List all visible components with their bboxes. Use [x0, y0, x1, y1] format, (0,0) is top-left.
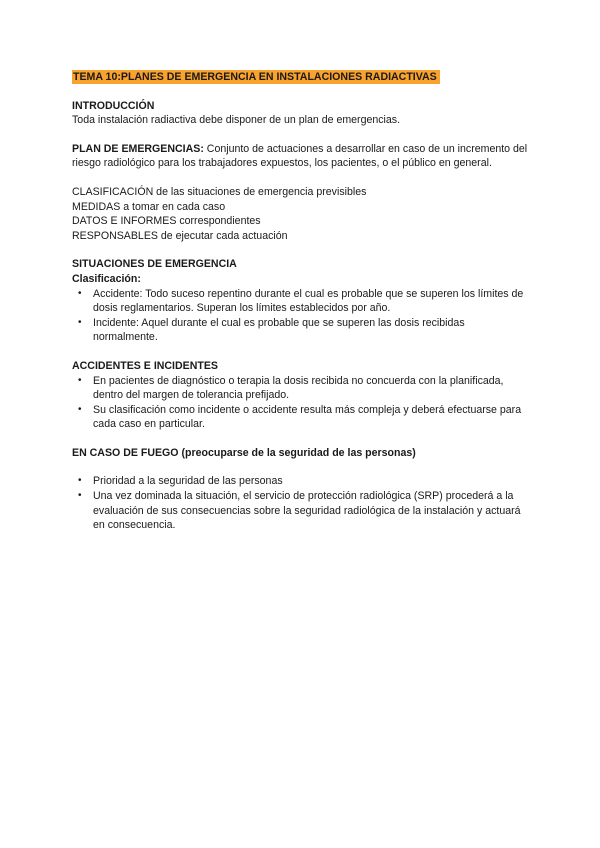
plan-item: CLASIFICACIÓN de las situaciones de emergencia previsibles	[72, 185, 367, 198]
plan-paragraph	[72, 142, 532, 171]
situaciones-list	[72, 287, 532, 345]
document-title: TEMA 10:PLANES DE EMERGENCIA EN INSTALACIONES RADIACTIVAS	[72, 70, 440, 84]
plan-label: PLAN DE EMERGENCIAS:	[72, 142, 204, 155]
list-item: • Su clasificación como incidente o accidente resulta más compleja y deberá efectuarse para cada caso en particular.	[72, 403, 532, 432]
intro-text: Toda instalación radiactiva debe disponer de un plan de emergencias.	[72, 114, 401, 127]
plan-text: Conjunto de actuaciones a desarrollar en caso de un incremento del riesgo radiológico para los trabajadores expuestos, los pacientes, o el público en general.	[72, 142, 528, 170]
document-page	[72, 70, 532, 533]
list-item: • Accidente: Todo suceso repentino durante el cual es probable que se superen los límites de dosis reglamentarios. Superan los límites establecidos por año.	[72, 287, 532, 316]
intro-heading: INTRODUCCIÓN	[72, 99, 155, 112]
fuego-list	[72, 474, 532, 532]
plan-item: DATOS E INFORMES correspondientes	[72, 215, 261, 228]
list-item: • Prioridad a la seguridad de las personas	[72, 474, 532, 489]
accidentes-heading: ACCIDENTES E INCIDENTES	[72, 359, 218, 372]
plan-item: RESPONSABLES de ejecutar cada actuación	[72, 229, 288, 242]
plan-item: MEDIDAS a tomar en cada caso	[72, 200, 226, 213]
situaciones-heading: SITUACIONES DE EMERGENCIA	[72, 258, 237, 271]
fuego-heading: EN CASO DE FUEGO (preocuparse de la seguridad de las personas)	[72, 446, 416, 459]
accidentes-list	[72, 374, 532, 432]
list-item: • Una vez dominada la situación, el servicio de protección radiológica (SRP) procederá a la evaluación de sus consecuencias sobre la seguridad radiológica de la instalación y actuará en consecuencia.	[72, 489, 532, 533]
list-item: • Incidente: Aquel durante el cual es probable que se superen las dosis recibidas normalmente.	[72, 316, 532, 345]
situaciones-subheading: Clasificación:	[72, 272, 141, 285]
list-item: • En pacientes de diagnóstico o terapia la dosis recibida no concuerda con la planificada, dentro del margen de tolerancia prefijado.	[72, 374, 532, 403]
